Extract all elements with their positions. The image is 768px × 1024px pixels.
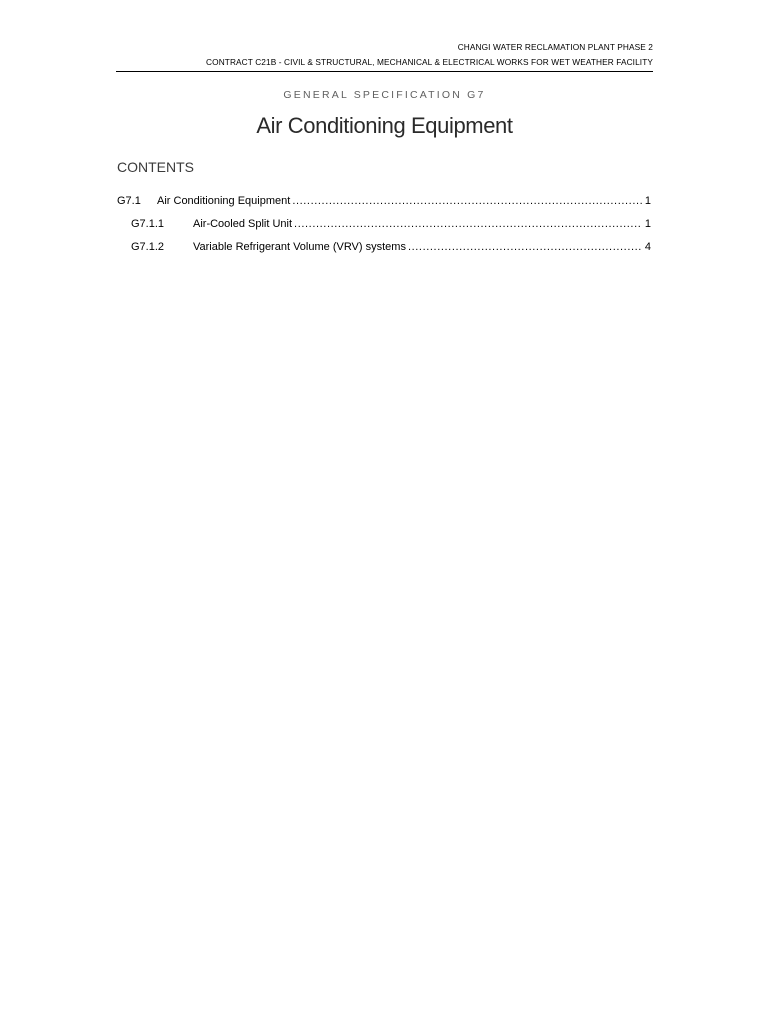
toc-entry-g7-1[interactable]	[117, 195, 651, 218]
toc-entry-page: 1	[644, 195, 651, 207]
page-title: Air Conditioning Equipment	[256, 113, 513, 138]
toc-entry-title: Variable Refrigerant Volume (VRV) systems	[193, 241, 406, 253]
header-rule	[116, 71, 653, 72]
toc-dot-leader	[290, 195, 642, 207]
toc-entry-title: Air Conditioning Equipment	[157, 195, 291, 207]
table-of-contents	[117, 195, 651, 264]
toc-entry-page: 1	[644, 218, 651, 230]
header-contract-line: CONTRACT C21B - CIVIL & STRUCTURAL, MECHANICAL & ELECTRICAL WORKS FOR WET WEATHER FACILITY	[206, 57, 653, 67]
toc-entry-number: G7.1	[117, 195, 141, 207]
toc-dot-leader	[292, 218, 642, 230]
header-project-line: CHANGI WATER RECLAMATION PLANT PHASE 2	[457, 42, 653, 52]
spec-label: GENERAL SPECIFICATION G7	[283, 89, 486, 101]
toc-entry-g7-1-2[interactable]	[117, 241, 651, 264]
toc-entry-title: Air-Cooled Split Unit	[193, 218, 293, 230]
toc-entry-page: 4	[644, 241, 651, 253]
toc-entry-g7-1-1[interactable]	[117, 218, 651, 241]
toc-dot-leader	[406, 241, 642, 253]
toc-entry-number: G7.1.1	[131, 218, 165, 230]
page-header	[116, 40, 653, 70]
toc-entry-number: G7.1.2	[131, 241, 165, 253]
contents-heading: CONTENTS	[117, 159, 194, 175]
